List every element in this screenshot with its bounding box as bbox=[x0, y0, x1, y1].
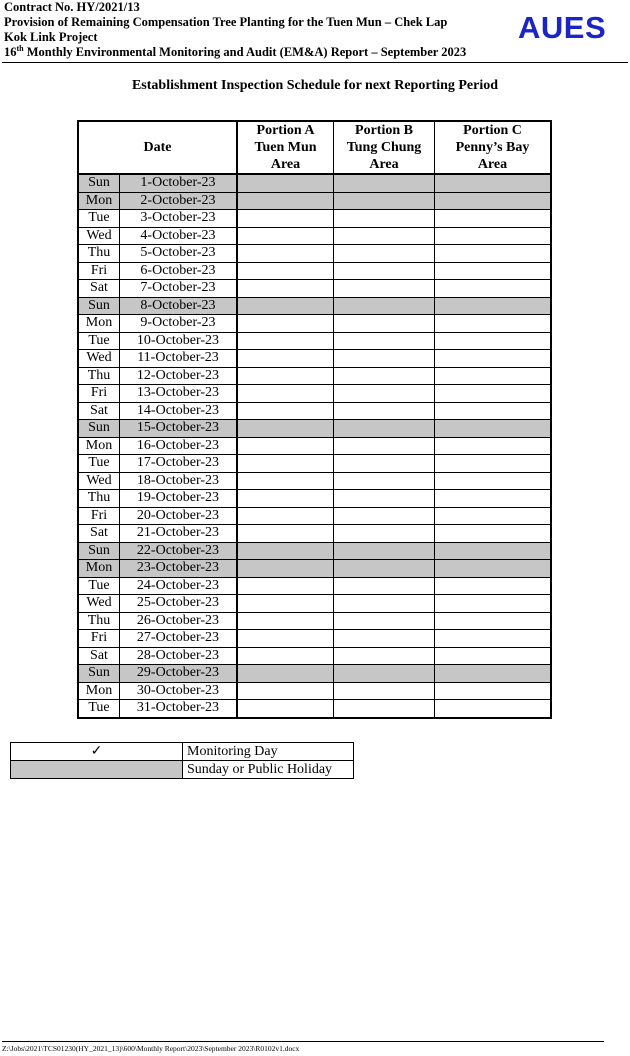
table-row bbox=[78, 280, 551, 298]
table-row bbox=[78, 332, 551, 350]
portion-b-cell bbox=[334, 385, 435, 403]
table-row bbox=[78, 192, 551, 210]
portion-c-cell bbox=[435, 437, 552, 455]
date-cell: 4-October-23 bbox=[120, 227, 238, 245]
legend-shade-swatch bbox=[11, 761, 183, 779]
date-cell: 6-October-23 bbox=[120, 262, 238, 280]
portion-c-cell bbox=[435, 367, 552, 385]
day-cell: Fri bbox=[78, 385, 120, 403]
portion-c-cell bbox=[435, 174, 552, 192]
portion-a-cell bbox=[237, 420, 334, 438]
date-cell: 8-October-23 bbox=[120, 297, 238, 315]
footer-file-path: Z:\Jobs\2021\TCS01230(HY_2021_13)\600\Monthly Report\2023\September 2023\R0102v1.docx bbox=[2, 1044, 300, 1053]
date-cell: 16-October-23 bbox=[120, 437, 238, 455]
date-cell: 27-October-23 bbox=[120, 630, 238, 648]
day-cell: Mon bbox=[78, 560, 120, 578]
date-cell: 7-October-23 bbox=[120, 280, 238, 298]
table-row bbox=[78, 315, 551, 333]
table-row bbox=[78, 262, 551, 280]
portion-a-cell bbox=[237, 455, 334, 473]
day-cell: Thu bbox=[78, 367, 120, 385]
portion-b-cell bbox=[334, 472, 435, 490]
day-cell: Sat bbox=[78, 402, 120, 420]
portion-b-cell bbox=[334, 262, 435, 280]
table-row bbox=[78, 402, 551, 420]
day-cell: Tue bbox=[78, 700, 120, 718]
table-row bbox=[78, 595, 551, 613]
date-cell: 28-October-23 bbox=[120, 647, 238, 665]
day-cell: Tue bbox=[78, 455, 120, 473]
page-title: Establishment Inspection Schedule for next Reporting Period bbox=[131, 78, 499, 93]
day-cell: Fri bbox=[78, 507, 120, 525]
date-cell: 24-October-23 bbox=[120, 577, 238, 595]
header-date: Date bbox=[78, 121, 237, 174]
aues-logo: AUES bbox=[518, 10, 607, 45]
portion-c-cell bbox=[435, 612, 552, 630]
date-cell: 26-October-23 bbox=[120, 612, 238, 630]
portion-a-cell bbox=[237, 472, 334, 490]
portion-c-cell bbox=[435, 210, 552, 228]
date-cell: 20-October-23 bbox=[120, 507, 238, 525]
portion-a-cell bbox=[237, 612, 334, 630]
portion-a-cell bbox=[237, 227, 334, 245]
portion-c-cell bbox=[435, 402, 552, 420]
date-cell: 31-October-23 bbox=[120, 700, 238, 718]
portion-c-cell bbox=[435, 542, 552, 560]
table-row bbox=[78, 350, 551, 368]
table-row bbox=[78, 682, 551, 700]
day-cell: Fri bbox=[78, 630, 120, 648]
portion-a-cell bbox=[237, 682, 334, 700]
project-title-line2: Kok Link Project bbox=[4, 30, 98, 44]
day-cell: Sun bbox=[78, 297, 120, 315]
contract-number: Contract No. HY/2021/13 bbox=[4, 0, 140, 14]
date-cell: 21-October-23 bbox=[120, 525, 238, 543]
portion-b-cell bbox=[334, 192, 435, 210]
portion-b-cell bbox=[334, 437, 435, 455]
portion-a-cell bbox=[237, 315, 334, 333]
header-portion-c: Portion C Penny’s Bay Area bbox=[435, 121, 552, 174]
portion-c-cell bbox=[435, 595, 552, 613]
portion-a-cell bbox=[237, 262, 334, 280]
portion-a-cell bbox=[237, 332, 334, 350]
portion-b-cell bbox=[334, 245, 435, 263]
table-row bbox=[78, 385, 551, 403]
day-cell: Thu bbox=[78, 245, 120, 263]
date-cell: 2-October-23 bbox=[120, 192, 238, 210]
day-cell: Tue bbox=[78, 577, 120, 595]
portion-b-cell bbox=[334, 210, 435, 228]
portion-b-cell bbox=[334, 174, 435, 192]
table-row bbox=[78, 455, 551, 473]
table-row bbox=[78, 227, 551, 245]
portion-b-cell bbox=[334, 612, 435, 630]
portion-a-cell bbox=[237, 192, 334, 210]
portion-a-cell bbox=[237, 297, 334, 315]
portion-c-cell bbox=[435, 227, 552, 245]
portion-a-cell bbox=[237, 402, 334, 420]
day-cell: Fri bbox=[78, 262, 120, 280]
table-row bbox=[78, 490, 551, 508]
inspection-schedule-table bbox=[77, 120, 552, 719]
portion-c-cell bbox=[435, 280, 552, 298]
date-cell: 1-October-23 bbox=[120, 174, 238, 192]
project-title-line1: Provision of Remaining Compensation Tree Planting for the Tuen Mun – Chek Lap bbox=[4, 15, 448, 29]
portion-a-cell bbox=[237, 647, 334, 665]
portion-c-cell bbox=[435, 262, 552, 280]
portion-b-cell bbox=[334, 525, 435, 543]
check-mark-icon: ✓ bbox=[11, 743, 183, 761]
portion-b-cell bbox=[334, 577, 435, 595]
table-row bbox=[78, 630, 551, 648]
portion-b-cell bbox=[334, 542, 435, 560]
portion-c-cell bbox=[435, 385, 552, 403]
footer-divider bbox=[2, 1041, 604, 1042]
table-row bbox=[78, 700, 551, 718]
portion-a-cell bbox=[237, 385, 334, 403]
schedule-rows bbox=[78, 174, 551, 718]
portion-b-cell bbox=[334, 700, 435, 718]
portion-c-cell bbox=[435, 665, 552, 683]
day-cell: Wed bbox=[78, 227, 120, 245]
table-row bbox=[78, 210, 551, 228]
portion-b-cell bbox=[334, 630, 435, 648]
portion-b-cell bbox=[334, 280, 435, 298]
portion-a-cell bbox=[237, 280, 334, 298]
portion-b-cell bbox=[334, 350, 435, 368]
day-cell: Mon bbox=[78, 437, 120, 455]
table-row bbox=[78, 525, 551, 543]
day-cell: Tue bbox=[78, 210, 120, 228]
table-row bbox=[78, 507, 551, 525]
portion-b-cell bbox=[334, 420, 435, 438]
header-divider bbox=[2, 62, 628, 63]
date-cell: 10-October-23 bbox=[120, 332, 238, 350]
table-row bbox=[78, 245, 551, 263]
date-cell: 3-October-23 bbox=[120, 210, 238, 228]
portion-a-cell bbox=[237, 665, 334, 683]
table-row bbox=[78, 612, 551, 630]
date-cell: 9-October-23 bbox=[120, 315, 238, 333]
portion-b-cell bbox=[334, 595, 435, 613]
portion-a-cell bbox=[237, 507, 334, 525]
date-cell: 25-October-23 bbox=[120, 595, 238, 613]
table-row bbox=[78, 367, 551, 385]
portion-a-cell bbox=[237, 350, 334, 368]
date-cell: 17-October-23 bbox=[120, 455, 238, 473]
day-cell: Sat bbox=[78, 525, 120, 543]
portion-c-cell bbox=[435, 577, 552, 595]
table-row bbox=[78, 560, 551, 578]
day-cell: Sun bbox=[78, 542, 120, 560]
portion-a-cell bbox=[237, 577, 334, 595]
day-cell: Mon bbox=[78, 192, 120, 210]
table-row bbox=[78, 174, 551, 192]
legend-table bbox=[10, 742, 354, 779]
portion-a-cell bbox=[237, 245, 334, 263]
date-cell: 29-October-23 bbox=[120, 665, 238, 683]
date-cell: 22-October-23 bbox=[120, 542, 238, 560]
portion-b-cell bbox=[334, 402, 435, 420]
day-cell: Wed bbox=[78, 472, 120, 490]
day-cell: Sun bbox=[78, 174, 120, 192]
portion-b-cell bbox=[334, 227, 435, 245]
day-cell: Tue bbox=[78, 332, 120, 350]
portion-c-cell bbox=[435, 682, 552, 700]
portion-c-cell bbox=[435, 700, 552, 718]
table-row bbox=[78, 542, 551, 560]
date-cell: 13-October-23 bbox=[120, 385, 238, 403]
portion-a-cell bbox=[237, 210, 334, 228]
portion-c-cell bbox=[435, 315, 552, 333]
portion-c-cell bbox=[435, 630, 552, 648]
portion-b-cell bbox=[334, 455, 435, 473]
date-cell: 5-October-23 bbox=[120, 245, 238, 263]
portion-c-cell bbox=[435, 507, 552, 525]
day-cell: Thu bbox=[78, 490, 120, 508]
portion-c-cell bbox=[435, 420, 552, 438]
date-cell: 14-October-23 bbox=[120, 402, 238, 420]
portion-c-cell bbox=[435, 647, 552, 665]
portion-b-cell bbox=[334, 367, 435, 385]
portion-a-cell bbox=[237, 630, 334, 648]
portion-b-cell bbox=[334, 332, 435, 350]
day-cell: Sat bbox=[78, 647, 120, 665]
portion-c-cell bbox=[435, 455, 552, 473]
legend-holiday: Sunday or Public Holiday bbox=[183, 761, 354, 779]
day-cell: Mon bbox=[78, 682, 120, 700]
portion-a-cell bbox=[237, 174, 334, 192]
portion-b-cell bbox=[334, 507, 435, 525]
document-header bbox=[4, 0, 504, 60]
date-cell: 18-October-23 bbox=[120, 472, 238, 490]
portion-b-cell bbox=[334, 315, 435, 333]
portion-a-cell bbox=[237, 560, 334, 578]
portion-a-cell bbox=[237, 437, 334, 455]
table-row bbox=[78, 437, 551, 455]
table-row bbox=[78, 297, 551, 315]
portion-a-cell bbox=[237, 542, 334, 560]
portion-c-cell bbox=[435, 560, 552, 578]
report-title: 16th Monthly Environmental Monitoring and Audit (EM&A) Report – September 2023 bbox=[4, 43, 467, 59]
portion-a-cell bbox=[237, 700, 334, 718]
date-cell: 11-October-23 bbox=[120, 350, 238, 368]
day-cell: Mon bbox=[78, 315, 120, 333]
date-cell: 19-October-23 bbox=[120, 490, 238, 508]
table-row bbox=[78, 577, 551, 595]
portion-a-cell bbox=[237, 525, 334, 543]
table-row bbox=[78, 647, 551, 665]
portion-c-cell bbox=[435, 192, 552, 210]
portion-c-cell bbox=[435, 350, 552, 368]
day-cell: Wed bbox=[78, 350, 120, 368]
table-row bbox=[78, 472, 551, 490]
date-cell: 15-October-23 bbox=[120, 420, 238, 438]
day-cell: Thu bbox=[78, 612, 120, 630]
portion-a-cell bbox=[237, 595, 334, 613]
date-cell: 23-October-23 bbox=[120, 560, 238, 578]
portion-c-cell bbox=[435, 332, 552, 350]
day-cell: Wed bbox=[78, 595, 120, 613]
portion-a-cell bbox=[237, 367, 334, 385]
portion-c-cell bbox=[435, 472, 552, 490]
header-portion-a: Portion A Tuen Mun Area bbox=[237, 121, 334, 174]
portion-c-cell bbox=[435, 245, 552, 263]
portion-c-cell bbox=[435, 525, 552, 543]
date-cell: 30-October-23 bbox=[120, 682, 238, 700]
portion-b-cell bbox=[334, 682, 435, 700]
portion-c-cell bbox=[435, 297, 552, 315]
day-cell: Sun bbox=[78, 665, 120, 683]
portion-b-cell bbox=[334, 297, 435, 315]
table-row bbox=[78, 420, 551, 438]
portion-b-cell bbox=[334, 665, 435, 683]
date-cell: 12-October-23 bbox=[120, 367, 238, 385]
portion-a-cell bbox=[237, 490, 334, 508]
day-cell: Sat bbox=[78, 280, 120, 298]
portion-b-cell bbox=[334, 490, 435, 508]
portion-c-cell bbox=[435, 490, 552, 508]
table-row bbox=[78, 665, 551, 683]
portion-b-cell bbox=[334, 560, 435, 578]
header-portion-b: Portion B Tung Chung Area bbox=[334, 121, 435, 174]
day-cell: Sun bbox=[78, 420, 120, 438]
portion-b-cell bbox=[334, 647, 435, 665]
legend-monitoring-day: Monitoring Day bbox=[183, 743, 354, 761]
